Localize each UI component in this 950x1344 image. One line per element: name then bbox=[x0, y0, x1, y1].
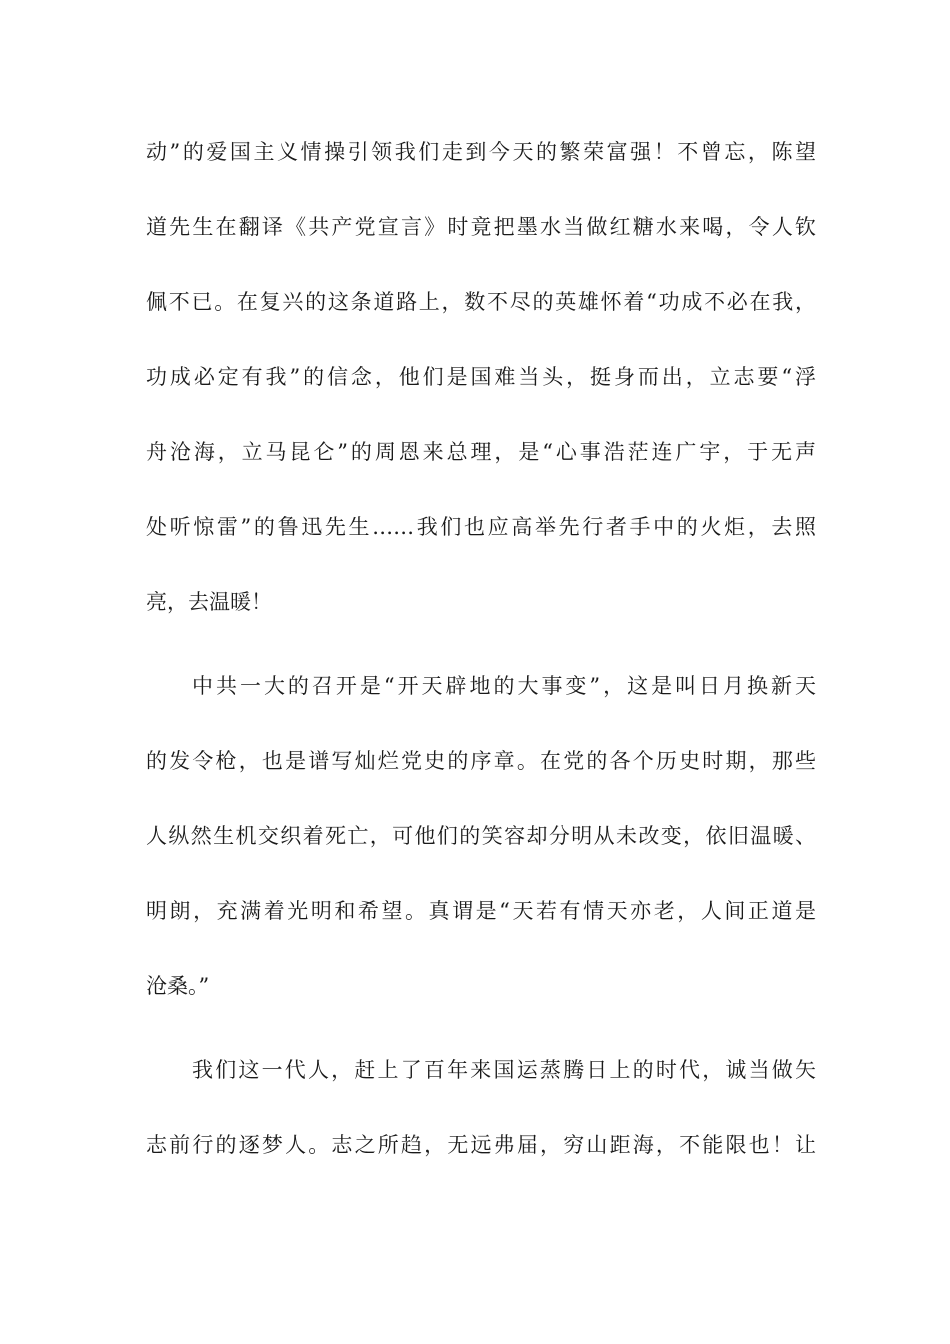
text-line: 我们这一代人，赶上了百年来国运蒸腾日上的时代，诚当做矢 bbox=[192, 1058, 816, 1082]
text-line: 志前行的逐梦人。志之所趋，无远弗届，穷山距海，不能限也！让 bbox=[146, 1133, 816, 1157]
text-line: 处听惊雷”的鲁迅先生……我们也应高举先行者手中的火炬，去照 bbox=[146, 515, 816, 539]
text-line: 的发令枪，也是谱写灿烂党史的序章。在党的各个历史时期，那些 bbox=[146, 749, 816, 773]
text-line: 中共一大的召开是“开天辟地的大事变”，这是叫日月换新天 bbox=[192, 674, 816, 698]
text-line: 舟沧海，立马昆仑”的周恩来总理，是“心事浩茫连广宇，于无声 bbox=[146, 440, 816, 464]
text-line: 人纵然生机交织着死亡，可他们的笑容却分明从未改变，依旧温暖、 bbox=[146, 824, 816, 848]
text-line: 功成必定有我”的信念，他们是国难当头，挺身而出，立志要“浮 bbox=[146, 365, 816, 389]
text-line: 亮，去温暖！ bbox=[146, 590, 272, 614]
text-line: 明朗，充满着光明和希望。真谓是“天若有情天亦老，人间正道是 bbox=[146, 899, 816, 923]
text-line: 道先生在翻译《共产党宣言》时竟把墨水当做红糖水来喝，令人钦 bbox=[146, 215, 816, 239]
text-line: 沧桑。” bbox=[146, 974, 210, 998]
text-line: 动”的爱国主义情操引领我们走到今天的繁荣富强！不曾忘，陈望 bbox=[146, 140, 816, 164]
text-line: 佩不已。在复兴的这条道路上，数不尽的英雄怀着“功成不必在我， bbox=[146, 290, 816, 314]
